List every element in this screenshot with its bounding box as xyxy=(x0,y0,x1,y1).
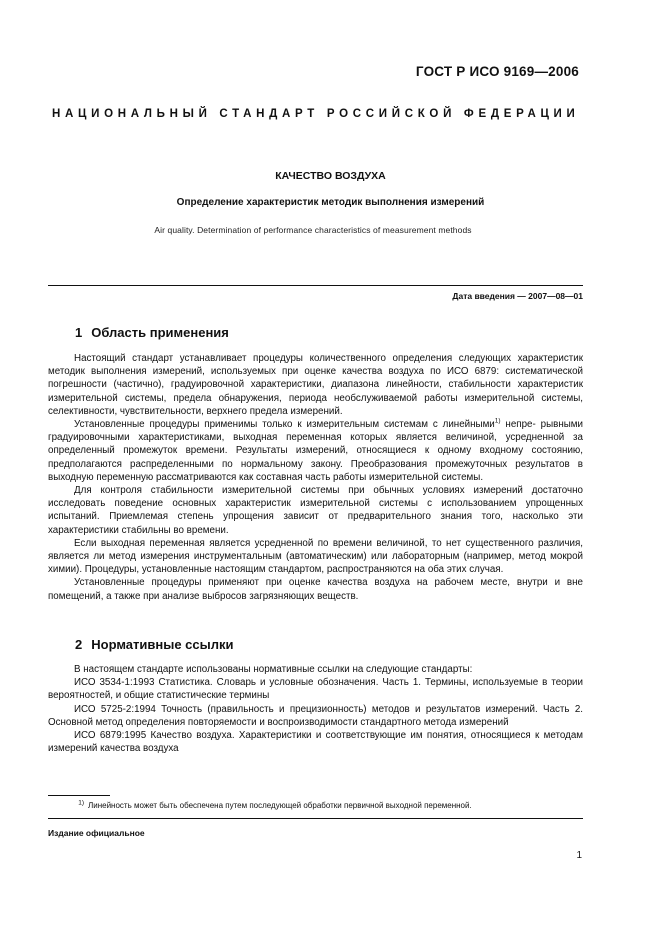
paragraph: В настоящем стандарте использованы нормативные ссылки на следующие стандарты: xyxy=(74,664,473,675)
english-title: Air quality. Determination of performance characteristics of measurement methods xyxy=(154,225,472,235)
paragraph: Установленные процедуры применимы только к измерительным системам с линейными$^{1)}$ непре- рывными градуировочными характеристиками, выходная переменная которых является величиной, усредненной за определенный промежуток времени. Результаты измерений, относящиеся к одному входному состоянию, предполагаются распределенными по нормальному закону. Преобразования промежуточных результатов в выходную переменную рассматриваются как составная часть работы измерительной системы. xyxy=(48,417,583,483)
footnote-mark: 1) xyxy=(78,799,84,807)
section-title: Область применения xyxy=(91,325,229,340)
reference-item: ИСО 3534-1:1993 Статистика. Словарь и условные обозначения. Часть 1. Термины, используемые в теории вероятностей, и общие статистические термины xyxy=(48,677,583,702)
reference-item: ИСО 5725-2:1994 Точность (правильность и прецизионность) методов и результатов измерений. Часть 2. Основной метод определения повторяемости и воспроизводимости стандартного метода измерений xyxy=(48,703,583,728)
section-number: 1 xyxy=(75,325,83,340)
edition-label: Издание официальное xyxy=(48,828,145,838)
section-heading-references xyxy=(75,637,233,652)
section-heading-scope xyxy=(75,325,229,340)
national-standard-banner: НАЦИОНАЛЬНЫЙ СТАНДАРТ РОССИЙСКОЙ ФЕДЕРАЦИИ xyxy=(52,108,580,120)
document-subtitle: Определение характеристик методик выполнения измерений xyxy=(176,197,485,208)
paragraph: Для контроля стабильности измерительной системы при обычных условиях измерений достаточно исследовать поведение основных характеристик измерительной системы с использованием упрощенных испытаний. Приемлемая степень упрощения зависит от предварительного знания того, насколько эти характеристики стабильны во времени. xyxy=(48,485,583,536)
footnote-ref: 1) xyxy=(494,417,501,425)
page-number: 1 xyxy=(576,850,582,861)
header-rule xyxy=(48,285,583,286)
footnote-text: Линейность может быть обеспечена путем последующей обработки первичной выходной переменной. xyxy=(88,801,472,810)
paragraph: Если выходная переменная является усредненной по времени величиной, то нет существенного различия, является ли метод измерения инструментальным (автоматическим) или лабораторным (например, метод мокрой химии). Процедуры, установленные настоящим стандартом, распространяются на оба этих случая. xyxy=(48,537,583,576)
effective-date: Дата введения — 2007—08—01 xyxy=(452,291,583,301)
section-title: Нормативные ссылки xyxy=(91,637,234,652)
reference-item: ИСО 6879:1995 Качество воздуха. Характеристики и соответствующие им понятия, относящиеся к методам измерений качества воздуха xyxy=(48,730,583,755)
footer-rule xyxy=(48,818,583,819)
section-body-scope xyxy=(48,352,583,603)
footnote-rule xyxy=(48,795,110,796)
section-number: 2 xyxy=(75,637,83,652)
paragraph: Установленные процедуры применяют при оценке качества воздуха на рабочем месте, внутри и вне помещений, а также при анализе выбросов загрязняющих веществ. xyxy=(48,577,583,602)
paragraph: Настоящий стандарт устанавливает процедуры количественного определения следующих характеристик методик выполнения измерений, используемых при оценке качества воздуха по ИСО 6879: систематической погрешности (частично), градуировочной характеристики, диапазона линейности, стабильности характеристик измерительной системы, предела обнаружения, периода необслуживаемой работы измерительной системы, селективности, чувствительности, верхнего предела измерений. xyxy=(48,353,583,417)
document-title: КАЧЕСТВО ВОЗДУХА xyxy=(275,170,386,182)
section-body-references xyxy=(48,663,583,755)
standard-number: ГОСТ Р ИСО 9169—2006 xyxy=(415,64,579,79)
footnote xyxy=(48,800,583,811)
